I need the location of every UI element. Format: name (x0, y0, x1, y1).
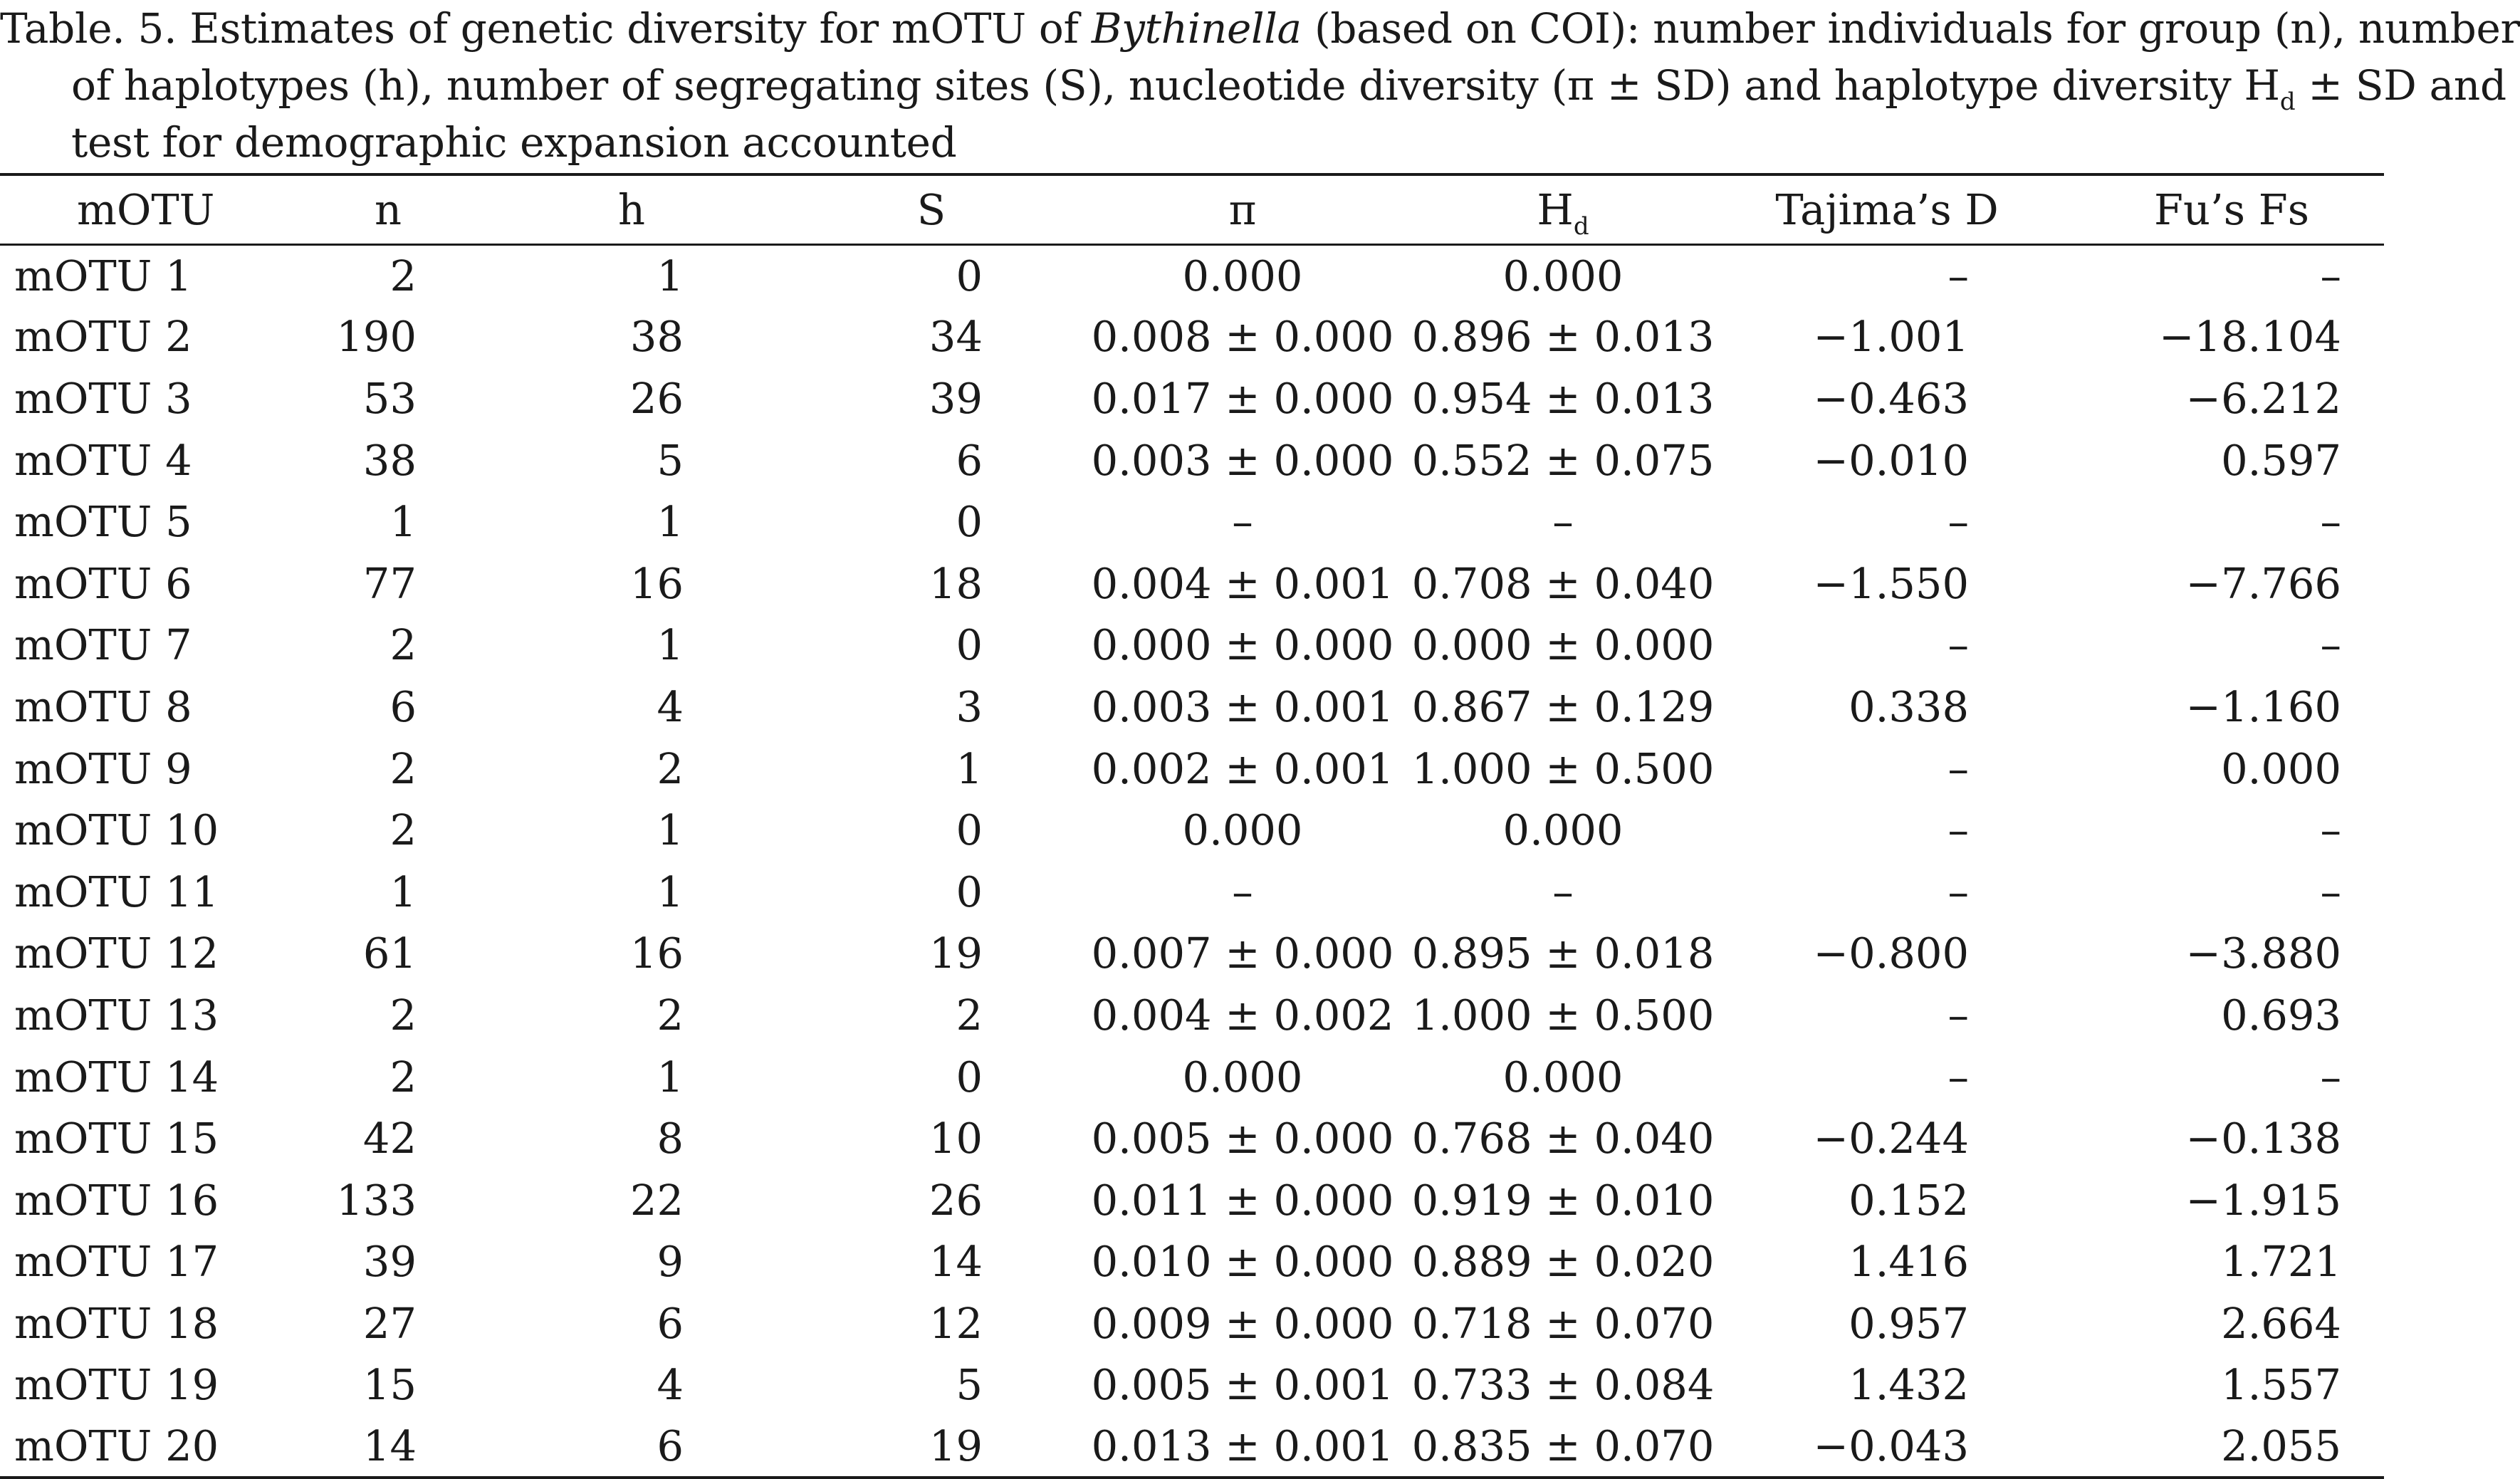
cell-pi: 0.011 ± 0.000 (1091, 1175, 1394, 1225)
cell-motu: mOTU 20 (0, 1416, 313, 1478)
cell-s: 2 (956, 990, 983, 1040)
cell-fu: −18.104 (2159, 312, 2341, 362)
cell-tajima: −1.550 (1813, 558, 1969, 608)
cell-s: 1 (956, 743, 983, 793)
cell-tajima: −1.001 (1813, 312, 1969, 362)
table-row (0, 367, 2384, 429)
header-hd-main: H (1537, 184, 1574, 234)
cell-pi: 0.004 ± 0.001 (1091, 558, 1394, 608)
cell-hd: 1.000 ± 0.500 (1411, 990, 1715, 1040)
table-row (0, 1107, 2384, 1169)
cell-s: 0 (956, 805, 983, 855)
cell-n: 6 (389, 681, 417, 731)
cell-pi: 0.007 ± 0.000 (1091, 929, 1394, 978)
cell-h: 9 (657, 1237, 684, 1287)
cell-fu: – (2320, 497, 2341, 547)
table-row (0, 799, 2384, 861)
cell-fu: 1.721 (2221, 1237, 2341, 1287)
table-row (0, 553, 2384, 615)
caption-line-2 (0, 57, 2506, 116)
cell-tajima: – (1947, 743, 1969, 793)
cell-motu: mOTU 10 (14, 805, 219, 855)
cell-motu: mOTU 3 (14, 373, 192, 423)
cell-n: 53 (362, 373, 417, 423)
cell-motu: mOTU 5 (14, 497, 192, 547)
caption-text: of haplotypes (h), number of segregating sites (S), nucleotide diversity (π ± SD) and haplotype diversity H (71, 61, 2280, 110)
cell-h: 8 (657, 1114, 684, 1164)
cell-h: 6 (484, 1416, 783, 1478)
cell-n: 61 (362, 929, 417, 978)
cell-tajima: – (1947, 990, 1969, 1040)
cell-fu: −3.880 (2185, 929, 2341, 978)
cell-n: 15 (362, 1360, 417, 1410)
cell-s: 0 (956, 251, 983, 300)
cell-s: 26 (929, 1175, 983, 1225)
header-tajima: Tajima’s D (1723, 174, 2051, 244)
cell-pi: 0.003 ± 0.001 (1091, 681, 1394, 731)
table-row (0, 676, 2384, 738)
cell-h: 1 (657, 867, 684, 916)
table-row (0, 244, 2384, 306)
cell-fu: 0.000 (2221, 743, 2341, 793)
cell-s: 34 (929, 312, 983, 362)
cell-hd: 0.000 (1502, 1052, 1624, 1102)
cell-hd: 0.000 ± 0.000 (1411, 620, 1715, 670)
cell-s: 19 (929, 929, 983, 978)
cell-tajima: 0.338 (1849, 681, 1969, 731)
cell-h: 16 (629, 929, 684, 978)
cell-h: 26 (629, 373, 684, 423)
cell-fu: 0.597 (2221, 435, 2341, 485)
cell-h: 4 (657, 681, 684, 731)
table-row (0, 1231, 2384, 1293)
cell-motu: mOTU 14 (14, 1052, 219, 1102)
cell-n: 2 (389, 1052, 417, 1102)
cell-n: 2 (389, 251, 417, 300)
cell-hd: 0.896 ± 0.013 (1411, 312, 1715, 362)
cell-n: 2 (389, 805, 417, 855)
cell-fu: – (2320, 1052, 2341, 1102)
cell-h: 2 (657, 990, 684, 1040)
cell-s: 19 (783, 1416, 1082, 1478)
cell-pi: 0.004 ± 0.002 (1091, 990, 1394, 1040)
table-caption (0, 0, 2520, 171)
cell-hd: 0.552 ± 0.075 (1411, 435, 1715, 485)
cell-pi: 0.017 ± 0.000 (1091, 373, 1394, 423)
cell-s: 0 (956, 497, 983, 547)
cell-fu: −7.766 (2185, 558, 2341, 608)
cell-hd: 0.889 ± 0.020 (1411, 1237, 1715, 1287)
cell-fu: – (2320, 620, 2341, 670)
table-row (0, 861, 2384, 923)
cell-n: 38 (362, 435, 417, 485)
caption-line-3: test for demographic expansion accounted (71, 118, 957, 167)
cell-h: 1 (657, 620, 684, 670)
cell-fu: 1.557 (2221, 1360, 2341, 1410)
cell-tajima: 1.432 (1849, 1360, 1969, 1410)
table-row (0, 429, 2384, 491)
table-body (0, 244, 2384, 1478)
header-n: n (313, 174, 484, 244)
cell-pi: 0.000 (1182, 1052, 1303, 1102)
cell-h: 2 (657, 743, 684, 793)
cell-tajima: 0.957 (1849, 1298, 1969, 1348)
cell-fu: −0.138 (2185, 1114, 2341, 1164)
cell-h: 5 (657, 435, 684, 485)
table-row (0, 1292, 2384, 1354)
cell-motu: mOTU 19 (14, 1360, 219, 1410)
header-fu: Fu’s Fs (2051, 174, 2384, 244)
cell-s: 5 (956, 1360, 983, 1410)
cell-motu: mOTU 6 (14, 558, 192, 608)
cell-n: 190 (336, 312, 417, 362)
cell-hd: 0.768 ± 0.040 (1411, 1114, 1715, 1164)
cell-motu: mOTU 11 (14, 867, 219, 916)
cell-fu: – (2320, 251, 2341, 300)
cell-pi: 0.005 ± 0.001 (1091, 1360, 1394, 1410)
cell-h: 38 (629, 312, 684, 362)
cell-h: 22 (629, 1175, 684, 1225)
cell-hd: 1.000 ± 0.500 (1411, 743, 1715, 793)
cell-motu: mOTU 2 (14, 312, 192, 362)
cell-fu: 0.693 (2221, 990, 2341, 1040)
cell-n: 39 (362, 1237, 417, 1287)
cell-pi: 0.013 ± 0.001 (1082, 1416, 1403, 1478)
cell-pi: 0.005 ± 0.000 (1091, 1114, 1394, 1164)
cell-tajima: −0.463 (1813, 373, 1969, 423)
cell-tajima: – (1947, 867, 1969, 916)
cell-motu: mOTU 4 (14, 435, 192, 485)
cell-fu: −6.212 (2185, 373, 2341, 423)
cell-h: 1 (657, 805, 684, 855)
header-hd-sub: d (1573, 211, 1589, 241)
cell-tajima: −0.043 (1723, 1416, 2051, 1478)
cell-pi: 0.002 ± 0.001 (1091, 743, 1394, 793)
cell-pi: 0.000 ± 0.000 (1091, 620, 1394, 670)
header-h: h (484, 174, 783, 244)
cell-n: 1 (389, 497, 417, 547)
cell-motu: mOTU 12 (14, 929, 219, 978)
cell-hd: 0.919 ± 0.010 (1411, 1175, 1715, 1225)
caption-line-1 (0, 0, 2520, 57)
header-hd (1403, 174, 1723, 244)
cell-pi: 0.008 ± 0.000 (1091, 312, 1394, 362)
cell-fu: – (2320, 867, 2341, 916)
cell-motu: mOTU 8 (14, 681, 192, 731)
cell-s: 10 (929, 1114, 983, 1164)
cell-tajima: – (1947, 251, 1969, 300)
cell-fu: −1.915 (2185, 1175, 2341, 1225)
cell-hd: 0.835 ± 0.070 (1403, 1416, 1723, 1478)
table-row (0, 306, 2384, 368)
caption-text: ± SD and (2295, 61, 2506, 110)
cell-motu: mOTU 13 (14, 990, 219, 1040)
cell-n: 27 (362, 1298, 417, 1348)
cell-tajima: – (1947, 497, 1969, 547)
cell-pi: 0.010 ± 0.000 (1091, 1237, 1394, 1287)
table-row (0, 923, 2384, 985)
cell-h: 1 (657, 497, 684, 547)
cell-s: 3 (956, 681, 983, 731)
cell-pi: 0.000 (1182, 805, 1303, 855)
cell-hd: 0.000 (1502, 251, 1624, 300)
header-row (0, 174, 2384, 244)
cell-motu: mOTU 1 (14, 251, 192, 300)
cell-hd: – (1552, 867, 1574, 916)
cell-hd: 0.708 ± 0.040 (1411, 558, 1715, 608)
cell-pi: 0.000 (1182, 251, 1303, 300)
cell-pi: 0.009 ± 0.000 (1091, 1298, 1394, 1348)
cell-n: 2 (389, 620, 417, 670)
cell-s: 0 (956, 620, 983, 670)
cell-hd: 0.954 ± 0.013 (1411, 373, 1715, 423)
caption-genus-italic: Bythinella (1091, 4, 1302, 53)
cell-motu: mOTU 7 (14, 620, 192, 670)
cell-hd: 0.733 ± 0.084 (1411, 1360, 1715, 1410)
header-pi: π (1082, 174, 1403, 244)
caption-subscript: d (2279, 88, 2296, 116)
cell-tajima: −0.010 (1813, 435, 1969, 485)
cell-n: 2 (389, 990, 417, 1040)
cell-h: 6 (657, 1298, 684, 1348)
cell-s: 18 (929, 558, 983, 608)
cell-pi: – (1232, 867, 1253, 916)
cell-h: 1 (657, 1052, 684, 1102)
cell-tajima: −0.800 (1813, 929, 1969, 978)
cell-motu: mOTU 17 (14, 1237, 219, 1287)
header-motu: mOTU (0, 174, 313, 244)
cell-pi: – (1232, 497, 1253, 547)
cell-n: 77 (362, 558, 417, 608)
cell-pi: 0.003 ± 0.000 (1091, 435, 1394, 485)
table-row (0, 615, 2384, 676)
cell-fu: 2.055 (2051, 1416, 2384, 1478)
cell-hd: – (1552, 497, 1574, 547)
cell-s: 0 (956, 867, 983, 916)
table-row (0, 491, 2384, 553)
cell-tajima: – (1947, 1052, 1969, 1102)
cell-h: 16 (629, 558, 684, 608)
cell-hd: 0.867 ± 0.129 (1411, 681, 1715, 731)
cell-s: 6 (956, 435, 983, 485)
caption-text: (based on COI): number individuals for group (n), number (1301, 4, 2520, 53)
cell-n: 42 (362, 1114, 417, 1164)
cell-tajima: 0.152 (1849, 1175, 1969, 1225)
cell-fu: −1.160 (2185, 681, 2341, 731)
cell-hd: 0.718 ± 0.070 (1411, 1298, 1715, 1348)
cell-tajima: – (1947, 805, 1969, 855)
table-row (0, 984, 2384, 1046)
cell-fu: 2.664 (2221, 1298, 2341, 1348)
cell-tajima: 1.416 (1849, 1237, 1969, 1287)
cell-hd: 0.000 (1502, 805, 1624, 855)
cell-n: 1 (389, 867, 417, 916)
cell-n: 133 (336, 1175, 417, 1225)
cell-h: 4 (657, 1360, 684, 1410)
cell-s: 39 (929, 373, 983, 423)
cell-h: 1 (657, 251, 684, 300)
cell-motu: mOTU 16 (14, 1175, 219, 1225)
cell-motu: mOTU 15 (14, 1114, 219, 1164)
cell-n: 2 (389, 743, 417, 793)
caption-text: Table. 5. Estimates of genetic diversity for mOTU of (0, 4, 1092, 53)
header-s: S (783, 174, 1082, 244)
cell-s: 0 (956, 1052, 983, 1102)
diversity-table (0, 173, 2384, 1479)
table-row (0, 1046, 2384, 1108)
cell-motu: mOTU 18 (14, 1298, 219, 1348)
cell-n: 14 (313, 1416, 484, 1478)
table-row (0, 1354, 2384, 1416)
cell-fu: – (2320, 805, 2341, 855)
table-row (0, 738, 2384, 800)
cell-motu: mOTU 9 (14, 743, 192, 793)
table-row (0, 1169, 2384, 1231)
cell-tajima: −0.244 (1813, 1114, 1969, 1164)
cell-tajima: – (1947, 620, 1969, 670)
table-row (0, 1416, 2384, 1478)
cell-s: 14 (929, 1237, 983, 1287)
cell-s: 12 (929, 1298, 983, 1348)
cell-hd: 0.895 ± 0.018 (1411, 929, 1715, 978)
